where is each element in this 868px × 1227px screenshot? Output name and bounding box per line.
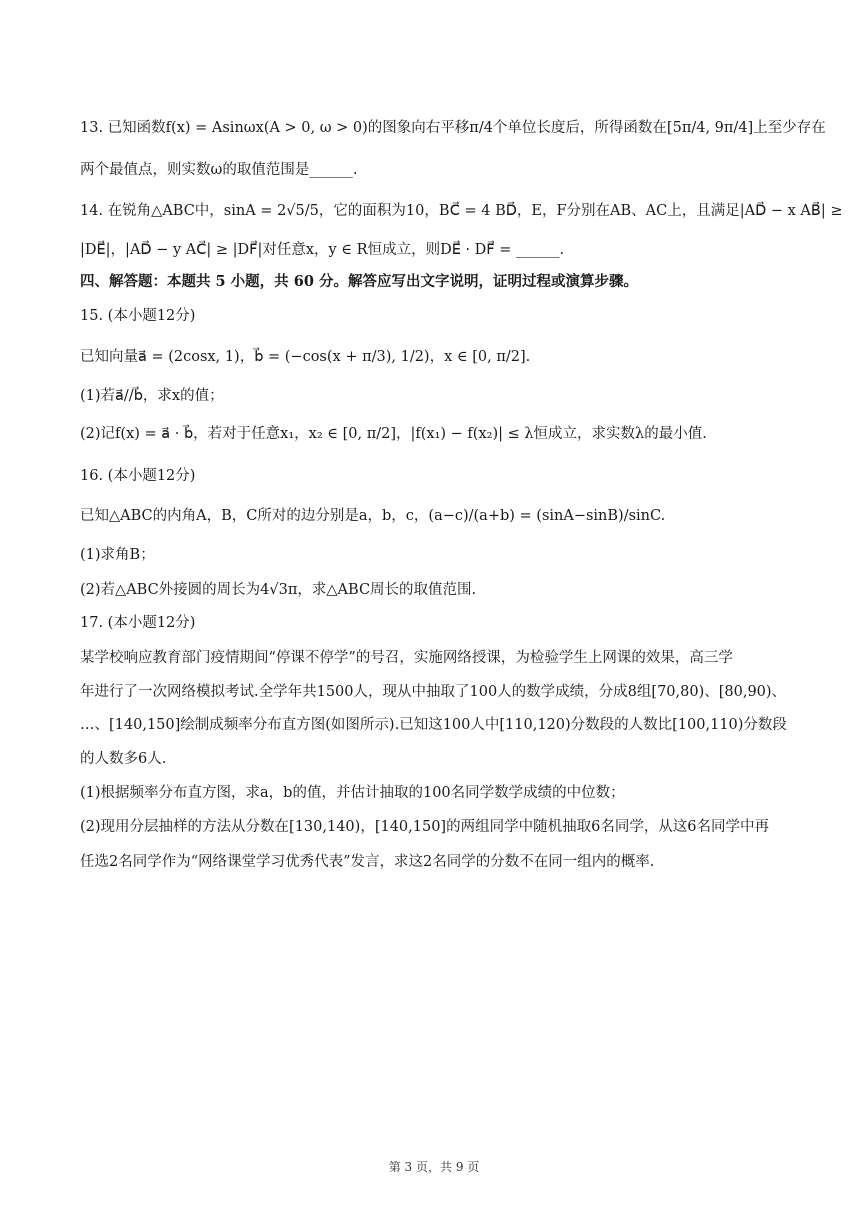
q17-part2-line1: (2)现用分层抽样的方法从分数在[130,140)，[140,150]的两组同学中随机抽取6名同学，从这6名同学中再 <box>80 819 770 835</box>
q16-part1: (1)求角B； <box>80 547 155 563</box>
q17-title: 17. (本小题12分) <box>80 615 196 631</box>
q16-title: 16. (本小题12分) <box>80 468 196 484</box>
q15-part1: (1)若a⃗//b⃗，求x的值； <box>80 388 224 404</box>
q16-stem: 已知△ABC的内角A，B，C所对的边分别是a，b，c，(a−c)/(a+b) = (sinA−sinB)/sinC. <box>80 508 666 524</box>
section-heading: 四、解答题：本题共 5 小题，共 60 分。解答应写出文字说明，证明过程或演算步骤。 <box>80 273 638 290</box>
q17-part2-line2: 任选2名同学作为“网络课堂学习优秀代表”发言，求这2名同学的分数不在同一组内的概率. <box>80 854 655 870</box>
q17-stem-line2: 年进行了一次网络模拟考试.全学年共1500人，现从中抽取了100人的数学成绩，分成8组[70,80)、[80,90)、 <box>80 684 787 700</box>
page-footer: 第 3 页，共 9 页 <box>388 1160 480 1174</box>
q17-part1: (1)根据频率分布直方图，求a，b的值，并估计抽取的100名同学数学成绩的中位数； <box>80 785 625 801</box>
q14-line1: 14. 在锐角△ABC中，sinA = 2√5/5，它的面积为10，BC⃗ = 4 BD⃗，E，F分别在AB、AC上，且满足|AD⃗ − x AB⃗| ≥ <box>80 203 843 219</box>
q13-line2: 两个最值点，则实数ω的取值范围是______. <box>80 162 358 178</box>
q14-line2: |DE⃗|，|AD⃗ − y AC⃗| ≥ |DF⃗|对任意x，y ∈ R恒成立，则DE⃗ · DF⃗ = ______. <box>80 242 565 258</box>
q16-part2: (2)若△ABC外接圆的周长为4√3π，求△ABC周长的取值范围. <box>80 582 477 598</box>
q13-line1: 13. 已知函数f(x) = Asinωx(A > 0, ω > 0)的图象向右平移π/4个单位长度后，所得函数在[5π/4, 9π/4]上至少存在 <box>80 120 826 136</box>
q15-part2: (2)记f(x) = a⃗ · b⃗，若对于任意x₁，x₂ ∈ [0, π/2]，|f(x₁) − f(x₂)| ≤ λ恒成立，求实数λ的最小值. <box>80 426 707 442</box>
q15-title: 15. (本小题12分) <box>80 308 196 324</box>
q17-stem-line3: …、[140,150]绘制成频率分布直方图(如图所示).已知这100人中[110,120)分数段的人数比[100,110)分数段 <box>80 717 787 733</box>
q15-stem: 已知向量a⃗ = (2cosx, 1)，b⃗ = (−cos(x + π/3), 1/2)，x ∈ [0, π/2]. <box>80 349 531 365</box>
q17-stem-line4: 的人数多6人. <box>80 751 167 767</box>
q17-stem-line1: 某学校响应教育部门疫情期间“停课不停学”的号召，实施网络授课，为检验学生上网课的效果，高三学 <box>80 650 733 666</box>
